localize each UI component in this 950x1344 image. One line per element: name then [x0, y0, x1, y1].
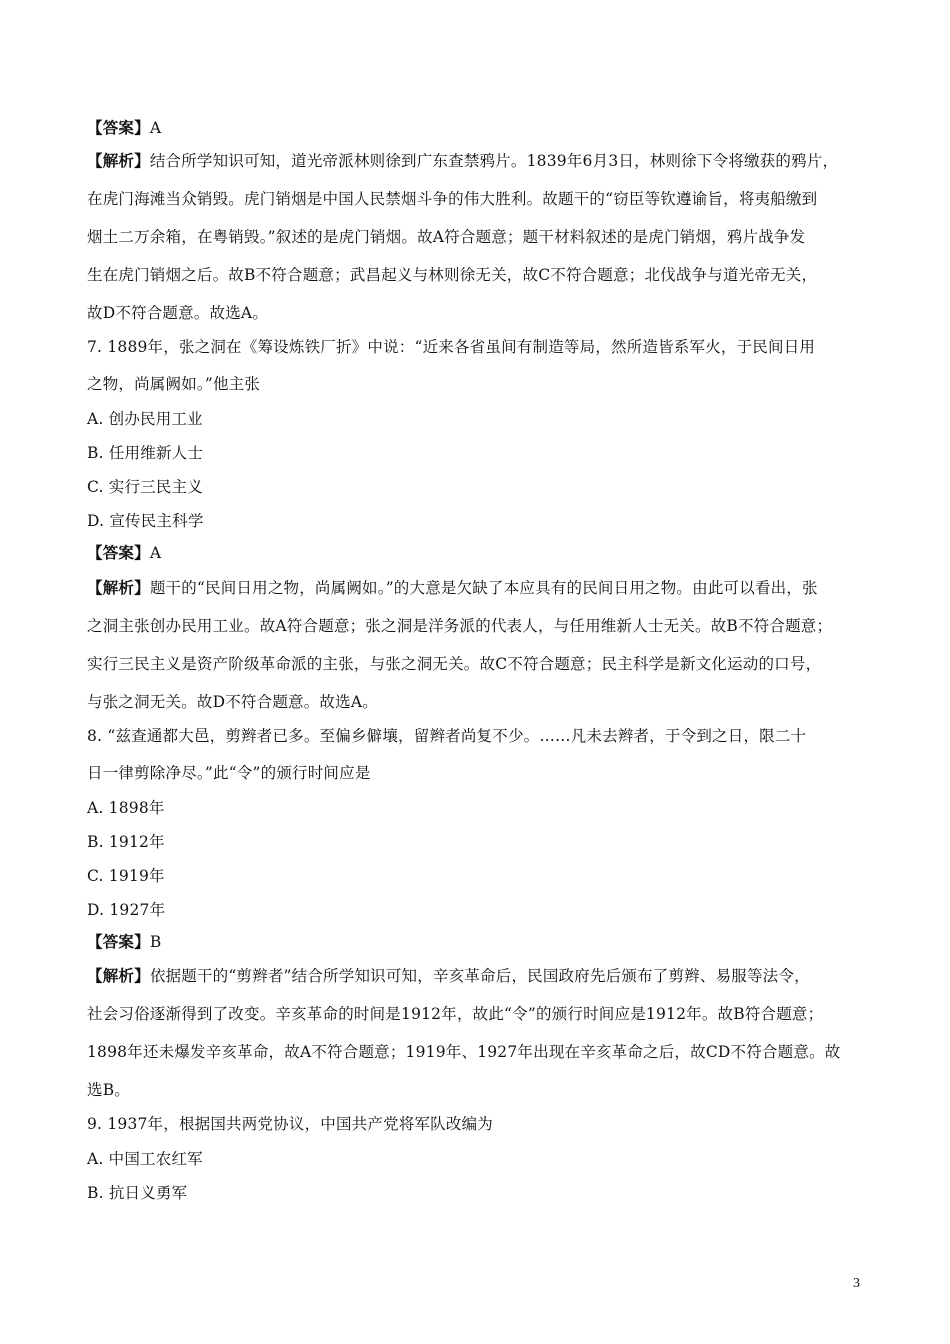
question-line [87, 337, 815, 357]
explanation-text: 题干的“民间日用之物，尚属阙如。”的大意是欠缺了本应具有的民间日用之物。由此可以看出，张 [149, 579, 818, 597]
question-text: 之物，尚属阙如。”他主张 [87, 375, 261, 393]
option-item [87, 511, 204, 531]
question-line [87, 374, 260, 394]
explanation-text: 实行三民主义是资产阶级革命派的主张，与张之洞无关。故C不符合题意；民主科学是新文化运动的口号， [87, 655, 822, 673]
explanation-line [87, 303, 268, 323]
explanation-tag: 【解析】 [87, 152, 150, 170]
explanation-line [87, 616, 832, 636]
explanation-tag: 【解析】 [87, 967, 150, 985]
option-item [87, 798, 165, 818]
question-line [87, 726, 806, 746]
question-text: 9. 1937年，根据国共两党协议，中国共产党将军队改编为 [87, 1115, 493, 1133]
option-item [87, 866, 165, 886]
explanation-text: 1898年还未爆发辛亥革命，故A不符合题意；1919年、1927年出现在辛亥革命之后，故CD不符合题意。故 [87, 1043, 841, 1061]
explanation-line [87, 654, 821, 674]
explanation-tag: 【解析】 [87, 579, 150, 597]
explanation-line [87, 1004, 823, 1024]
explanation-line [87, 578, 818, 598]
answer-line [87, 118, 161, 138]
explanation-line [87, 265, 817, 285]
explanation-line [87, 966, 810, 986]
question-line [87, 1114, 493, 1134]
answer-line [87, 543, 161, 563]
option-text: A. 中国工农红军 [87, 1150, 203, 1168]
explanation-text: 社会习俗逐渐得到了改变。辛亥革命的时间是1912年，故此“令”的颁行时间应是1912年。故B符合题意； [87, 1005, 824, 1023]
option-text: B. 任用维新人士 [87, 444, 204, 462]
option-text: D. 宣传民主科学 [87, 512, 204, 530]
answer-tag: 【答案】 [87, 933, 150, 951]
explanation-line [87, 1042, 840, 1062]
option-text: D. 1927年 [87, 901, 166, 919]
explanation-line [87, 189, 817, 209]
option-item [87, 1149, 203, 1169]
answer-value: A [149, 119, 162, 137]
question-line [87, 763, 371, 783]
explanation-line [87, 151, 838, 171]
explanation-text: 生在虎门销烟之后。故B不符合题意；武昌起义与林则徐无关，故C不符合题意；北伐战争与道光帝无关， [87, 266, 818, 284]
option-text: C. 实行三民主义 [87, 478, 203, 496]
page-number: 3 [853, 1276, 860, 1291]
option-text: B. 1912年 [87, 833, 165, 851]
explanation-text: 之洞主张创办民用工业。故A符合题意；张之洞是洋务派的代表人，与任用维新人士无关。故B不符合题意； [87, 617, 833, 635]
question-text: 7. 1889年，张之洞在《筹设炼铁厂折》中说：“近来各省虽间有制造等局，然所造皆系军火，于民间日用 [87, 338, 816, 356]
option-item [87, 832, 165, 852]
explanation-text: 依据题干的“剪辫者”结合所学知识可知，辛亥革命后，民国政府先后颁布了剪辫、易服等法令， [149, 967, 810, 985]
option-item [87, 1183, 187, 1203]
answer-value: B [149, 933, 162, 951]
option-item [87, 477, 203, 497]
explanation-text: 结合所学知识可知，道光帝派林则徐到广东查禁鸦片。1839年6月3日，林则徐下令将缴获的鸦片， [149, 152, 839, 170]
explanation-line [87, 1080, 130, 1100]
question-text: 日一律剪除净尽。”此“令”的颁行时间应是 [87, 764, 371, 782]
option-item [87, 443, 203, 463]
explanation-text: 烟土二万余箱，在粤销毁。”叙述的是虎门销烟。故A符合题意；题干材料叙述的是虎门销烟，鸦片战争发 [87, 228, 806, 246]
explanation-text: 故D不符合题意。故选A。 [87, 304, 269, 322]
explanation-text: 与张之洞无关。故D不符合题意。故选A。 [87, 693, 378, 711]
option-text: C. 1919年 [87, 867, 165, 885]
option-text: B. 抗日义勇军 [87, 1184, 188, 1202]
option-item [87, 900, 165, 920]
answer-tag: 【答案】 [87, 544, 150, 562]
option-text: A. 创办民用工业 [87, 410, 203, 428]
question-text: 8. “兹查通都大邑，剪辫者已多。至偏乡僻壤，留辫者尚复不少。……凡未去辫者，于令到之日，限二十 [87, 727, 807, 745]
explanation-line [87, 692, 378, 712]
explanation-text: 选B。 [87, 1081, 130, 1099]
answer-line [87, 932, 161, 952]
explanation-text: 在虎门海滩当众销毁。虎门销烟是中国人民禁烟斗争的伟大胜利。故题干的“窃臣等钦遵谕旨，将夷船缴到 [87, 190, 818, 208]
answer-value: A [149, 544, 162, 562]
option-item [87, 409, 203, 429]
answer-tag: 【答案】 [87, 119, 150, 137]
option-text: A. 1898年 [87, 799, 165, 817]
explanation-line [87, 227, 805, 247]
